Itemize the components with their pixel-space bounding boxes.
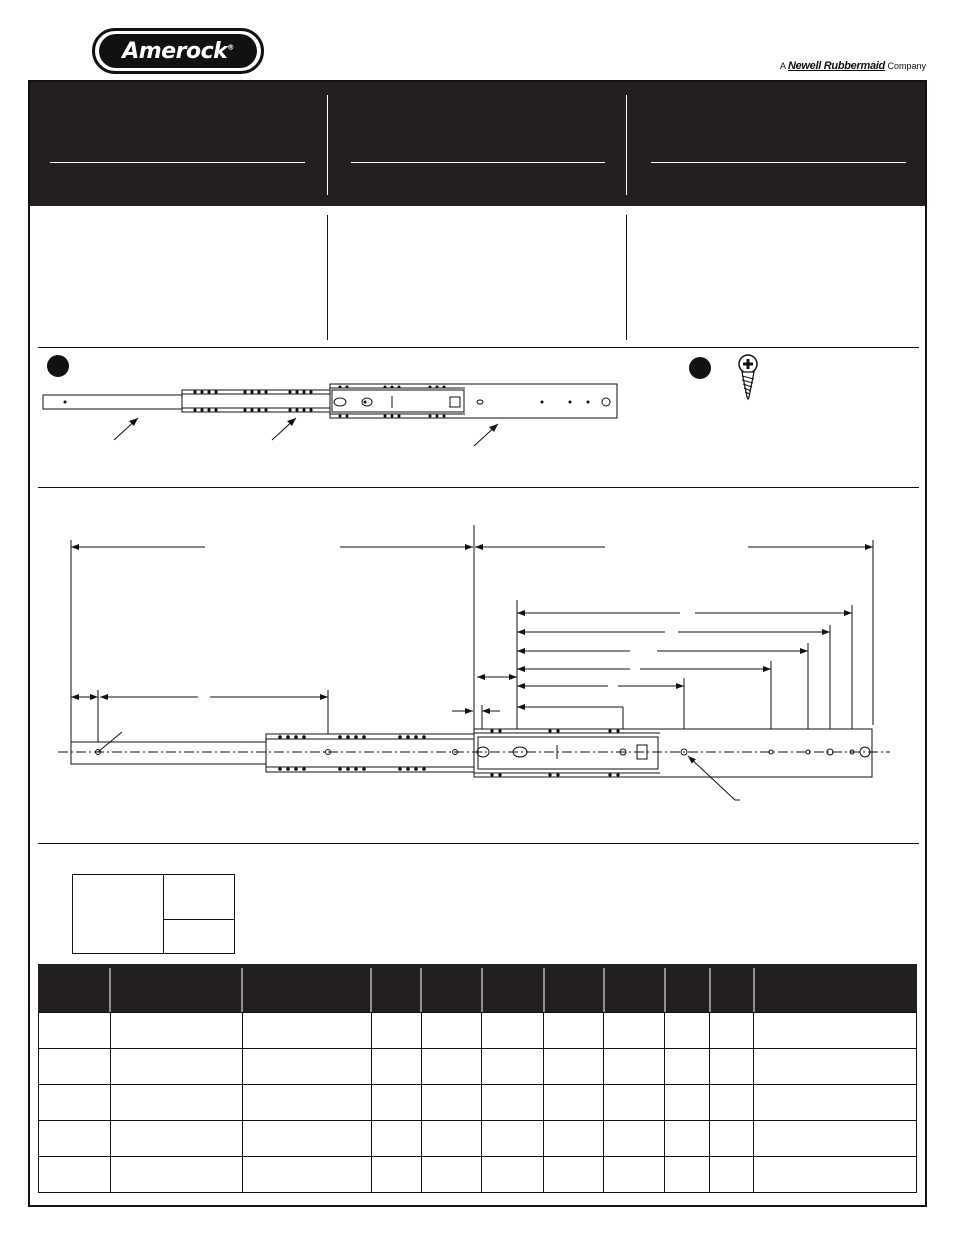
- banner-rule-3: [651, 162, 906, 163]
- parts-table: [38, 1012, 917, 1193]
- banner-divider-2: [626, 95, 627, 195]
- section-divider-2: [38, 487, 919, 488]
- table-row: [39, 1157, 917, 1193]
- dimension-drawing: [40, 520, 900, 810]
- amerock-logo: [92, 28, 264, 74]
- banner-rule-1: [50, 162, 305, 163]
- banner-divider-1: [327, 95, 328, 195]
- logo-text: Amerock®: [122, 38, 234, 64]
- legend-table: [72, 874, 235, 954]
- slide-parts-drawing: [40, 378, 630, 453]
- phillips-screw-icon: [730, 352, 766, 402]
- section-divider-1: [38, 347, 919, 348]
- table-row: [39, 1121, 917, 1157]
- column-divider-1: [327, 215, 328, 340]
- table-row: [39, 1049, 917, 1085]
- column-divider-2: [626, 215, 627, 340]
- step-2-circle-icon: [689, 357, 711, 379]
- table-row: [39, 1085, 917, 1121]
- company-tagline: A Newell Rubbermaid Company: [779, 60, 926, 72]
- parts-table-header: [38, 964, 917, 1012]
- header-banner: [30, 82, 925, 206]
- section-divider-3: [38, 843, 919, 844]
- step-1-circle-icon: [47, 355, 69, 377]
- banner-rule-2: [351, 162, 605, 163]
- table-row: [39, 1013, 917, 1049]
